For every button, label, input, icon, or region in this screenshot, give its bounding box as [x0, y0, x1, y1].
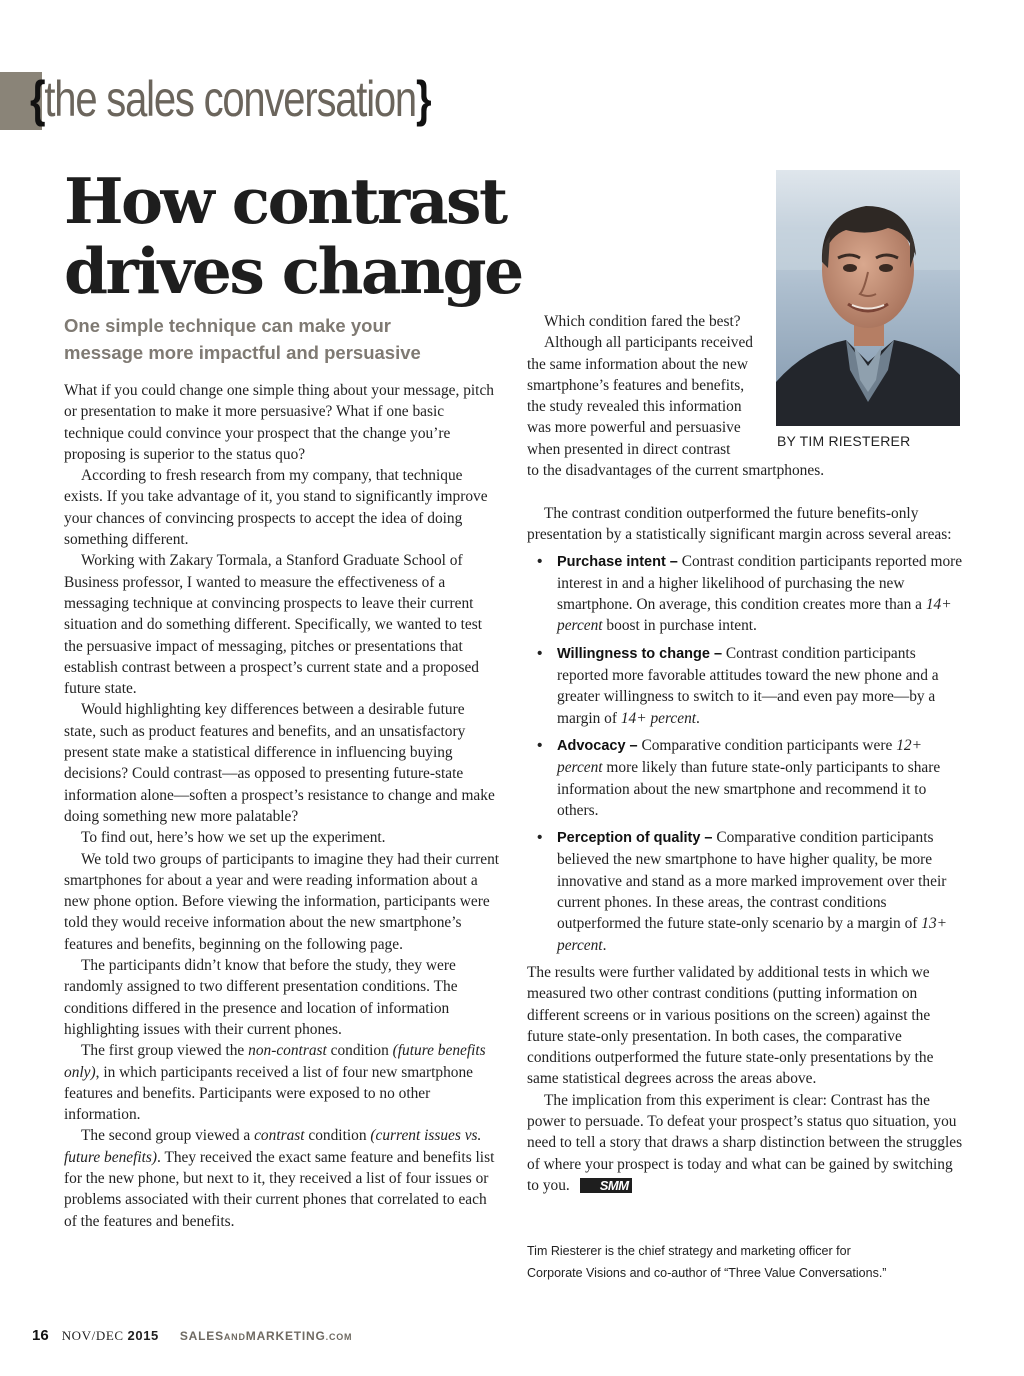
text-run: . They received the exact same feature and benefits list for the new phone, but next to it, they received a list of four issues or problems associated with their current phones that correlated to each of the features and benefits. — [64, 1148, 495, 1230]
paragraph-continuation: to the disadvantages of the current smartphones. — [527, 462, 825, 480]
magazine-url — [180, 1329, 353, 1343]
text-run: boost in purchase intent. — [602, 617, 757, 635]
page-footer — [32, 1327, 352, 1344]
text-run: condition — [304, 1127, 371, 1145]
paragraph: The participants didn’t know that before the study, they were randomly assigned to two different presentation conditions. The conditions differed in the presence and location of information highlighting issues with their current phones. — [64, 957, 458, 1038]
paragraph: Would highlighting key differences between a desirable future state, such as product features and benefits, and an unsatisfactory present state make a statistical difference in influencing buying decisions? Could contrast—as opposed to presenting future-state information alone—soften a prospect’s resistance to change and make doing something new more palatable? — [64, 701, 495, 825]
byline: BY TIM RIESTERER — [777, 433, 911, 449]
emphasis-run: 14+ percent — [557, 596, 952, 635]
text-run: Comparative condition participants believed the new smartphone to have higher quality, be more innovative and stand as a more marked improvement over their current phones. In these areas, the contrast conditions outperformed the future state-only scenario by a margin of — [557, 829, 947, 933]
magazine-url-part: MARKETING — [245, 1329, 326, 1343]
emphasis-run: contrast — [254, 1127, 305, 1145]
text-run: condition — [326, 1042, 393, 1060]
emphasis-run: 12+ percent — [557, 736, 922, 777]
emphasis-run: (current issues vs. future benefits) — [64, 1127, 482, 1166]
emphasis-run: (future benefits only) — [64, 1042, 486, 1081]
list-item — [527, 735, 963, 821]
article-headline — [64, 166, 604, 306]
author-bio — [527, 1240, 967, 1284]
paragraph: To find out, here’s how we set up the experiment. — [81, 829, 386, 847]
magazine-url-part: SALES — [179, 1329, 224, 1343]
bullet-icon: • — [537, 552, 543, 570]
paragraph-first-group — [64, 1040, 500, 1125]
paragraph-narrow: Although all participants received the same information about the new smartphone’s features and benefits, the study revealed this information was more powerful and persuasive when presented in direct contrast — [527, 334, 753, 458]
list-item-lead: Purchase intent – — [557, 553, 678, 570]
emphasis-run: 14+ percent — [620, 709, 697, 727]
section-tag — [30, 66, 430, 132]
headline-line-2: drives change — [64, 234, 522, 308]
text-run: The second group viewed a — [81, 1127, 255, 1145]
article-subhead — [64, 312, 494, 366]
paragraph: We told two groups of participants to imagine they had their current smartphones for about a year and were reading information about a new phone option. Before viewing the information, participants were told they would receive information about the new smartphone’s features and benefits, beginning on the following page. — [64, 850, 500, 953]
findings-list — [527, 551, 963, 956]
end-mark-logo: SMM — [580, 1178, 632, 1193]
text-run: , in which participants received a list of four new smartphone features and benefits. Participants were exposed to no other information. — [64, 1063, 474, 1124]
paragraph: According to fresh research from my company, that technique exists. If you take advantage of it, you stand to significantly improve your chances of convincing prospects to accept the idea of doing something different. — [64, 467, 488, 549]
paragraph-final — [527, 1090, 963, 1196]
text-run: The first group viewed the — [81, 1042, 249, 1060]
list-item-lead: Willingness to change – — [557, 645, 723, 662]
headline-line-1: How contrast — [64, 164, 506, 238]
bullet-icon: • — [537, 736, 543, 754]
emphasis-run: non-contrast — [248, 1042, 327, 1060]
list-item — [527, 643, 963, 729]
author-bio-line-1: Tim Riesterer is the chief strategy and marketing officer for — [527, 1244, 851, 1258]
text-run: Comparative condition participants were — [637, 736, 897, 754]
section-close-bracket: } — [415, 71, 431, 127]
right-column-top — [527, 311, 963, 481]
text-run: . — [696, 709, 700, 727]
text-run: The implication from this experiment is clear: Contrast has the power to persuade. To defeat your prospect’s status quo situation, you need to tell a story that draws a sharp distinction between the struggles of where your prospect is today and what can be gained by switching to you. — [527, 1091, 963, 1194]
section-open-bracket: { — [30, 71, 45, 127]
issue-month: NOV/DEC — [61, 1328, 124, 1343]
page-number: 16 — [32, 1327, 49, 1344]
subhead-line-2: message more impactful and persuasive — [64, 342, 421, 363]
issue-date — [62, 1328, 159, 1343]
bullet-icon: • — [537, 829, 543, 847]
left-column — [64, 380, 500, 1232]
text-run: Contrast condition participants reported more interest in and a higher likelihood of purchasing the new smartphone. On average, this condition creates more than a — [557, 552, 963, 614]
text-run: . — [602, 936, 607, 954]
bullet-icon: • — [537, 644, 543, 662]
author-bio-line-2: Corporate Visions and co-author of “Three Value Conversations.” — [527, 1266, 887, 1280]
list-item-lead: Perception of quality – — [557, 830, 713, 847]
subhead-line-1: One simple technique can make your — [64, 315, 391, 336]
list-item — [527, 827, 963, 956]
issue-year: 2015 — [127, 1328, 159, 1343]
list-item — [527, 551, 963, 637]
emphasis-run: 13+ percent — [557, 915, 948, 954]
text-run: more likely than future state-only participants to share information about the new smartphone and recommend it to others. — [557, 759, 941, 819]
list-item-lead: Advocacy – — [557, 737, 638, 754]
paragraph: Which condition fared the best? — [544, 313, 741, 330]
paragraph: Working with Zakary Tormala, a Stanford Graduate School of Business professor, I wanted to measure the effectiveness of a messaging technique at convincing prospects to leave their current situation and do something different. Specifically, we wanted to test the persuasive impact of messaging, pitches or presentations that establish contrast between a prospect’s current state and a proposed future state. — [64, 552, 483, 698]
paragraph: The results were further validated by additional tests in which we measured two other contrast conditions (putting information on different screens or in various positions on the screen) against the future state-only presentation. In both cases, the comparative conditions outperformed the future state-only presentations by the same statistical degrees across the areas above. — [527, 963, 934, 1088]
text-run: Contrast condition participants reported more favorable attitudes toward the new phone and a greater willingness to switch to it—and even pay more—by a margin of — [557, 644, 939, 727]
magazine-url-part: .COM — [325, 1332, 353, 1342]
paragraph-second-group — [64, 1125, 500, 1231]
section-name: the sales conversation — [44, 71, 416, 127]
paragraph: What if you could change one simple thing about your message, pitch or presentation to make it more persuasive? What if one basic technique could convince your prospect that the change you’re proposing is superior to the status quo? — [64, 382, 494, 463]
magazine-url-part: AND — [223, 1332, 246, 1342]
paragraph: The contrast condition outperformed the future benefits-only presentation by a statistically significant margin across several areas: — [527, 505, 952, 544]
right-column — [527, 503, 963, 1196]
